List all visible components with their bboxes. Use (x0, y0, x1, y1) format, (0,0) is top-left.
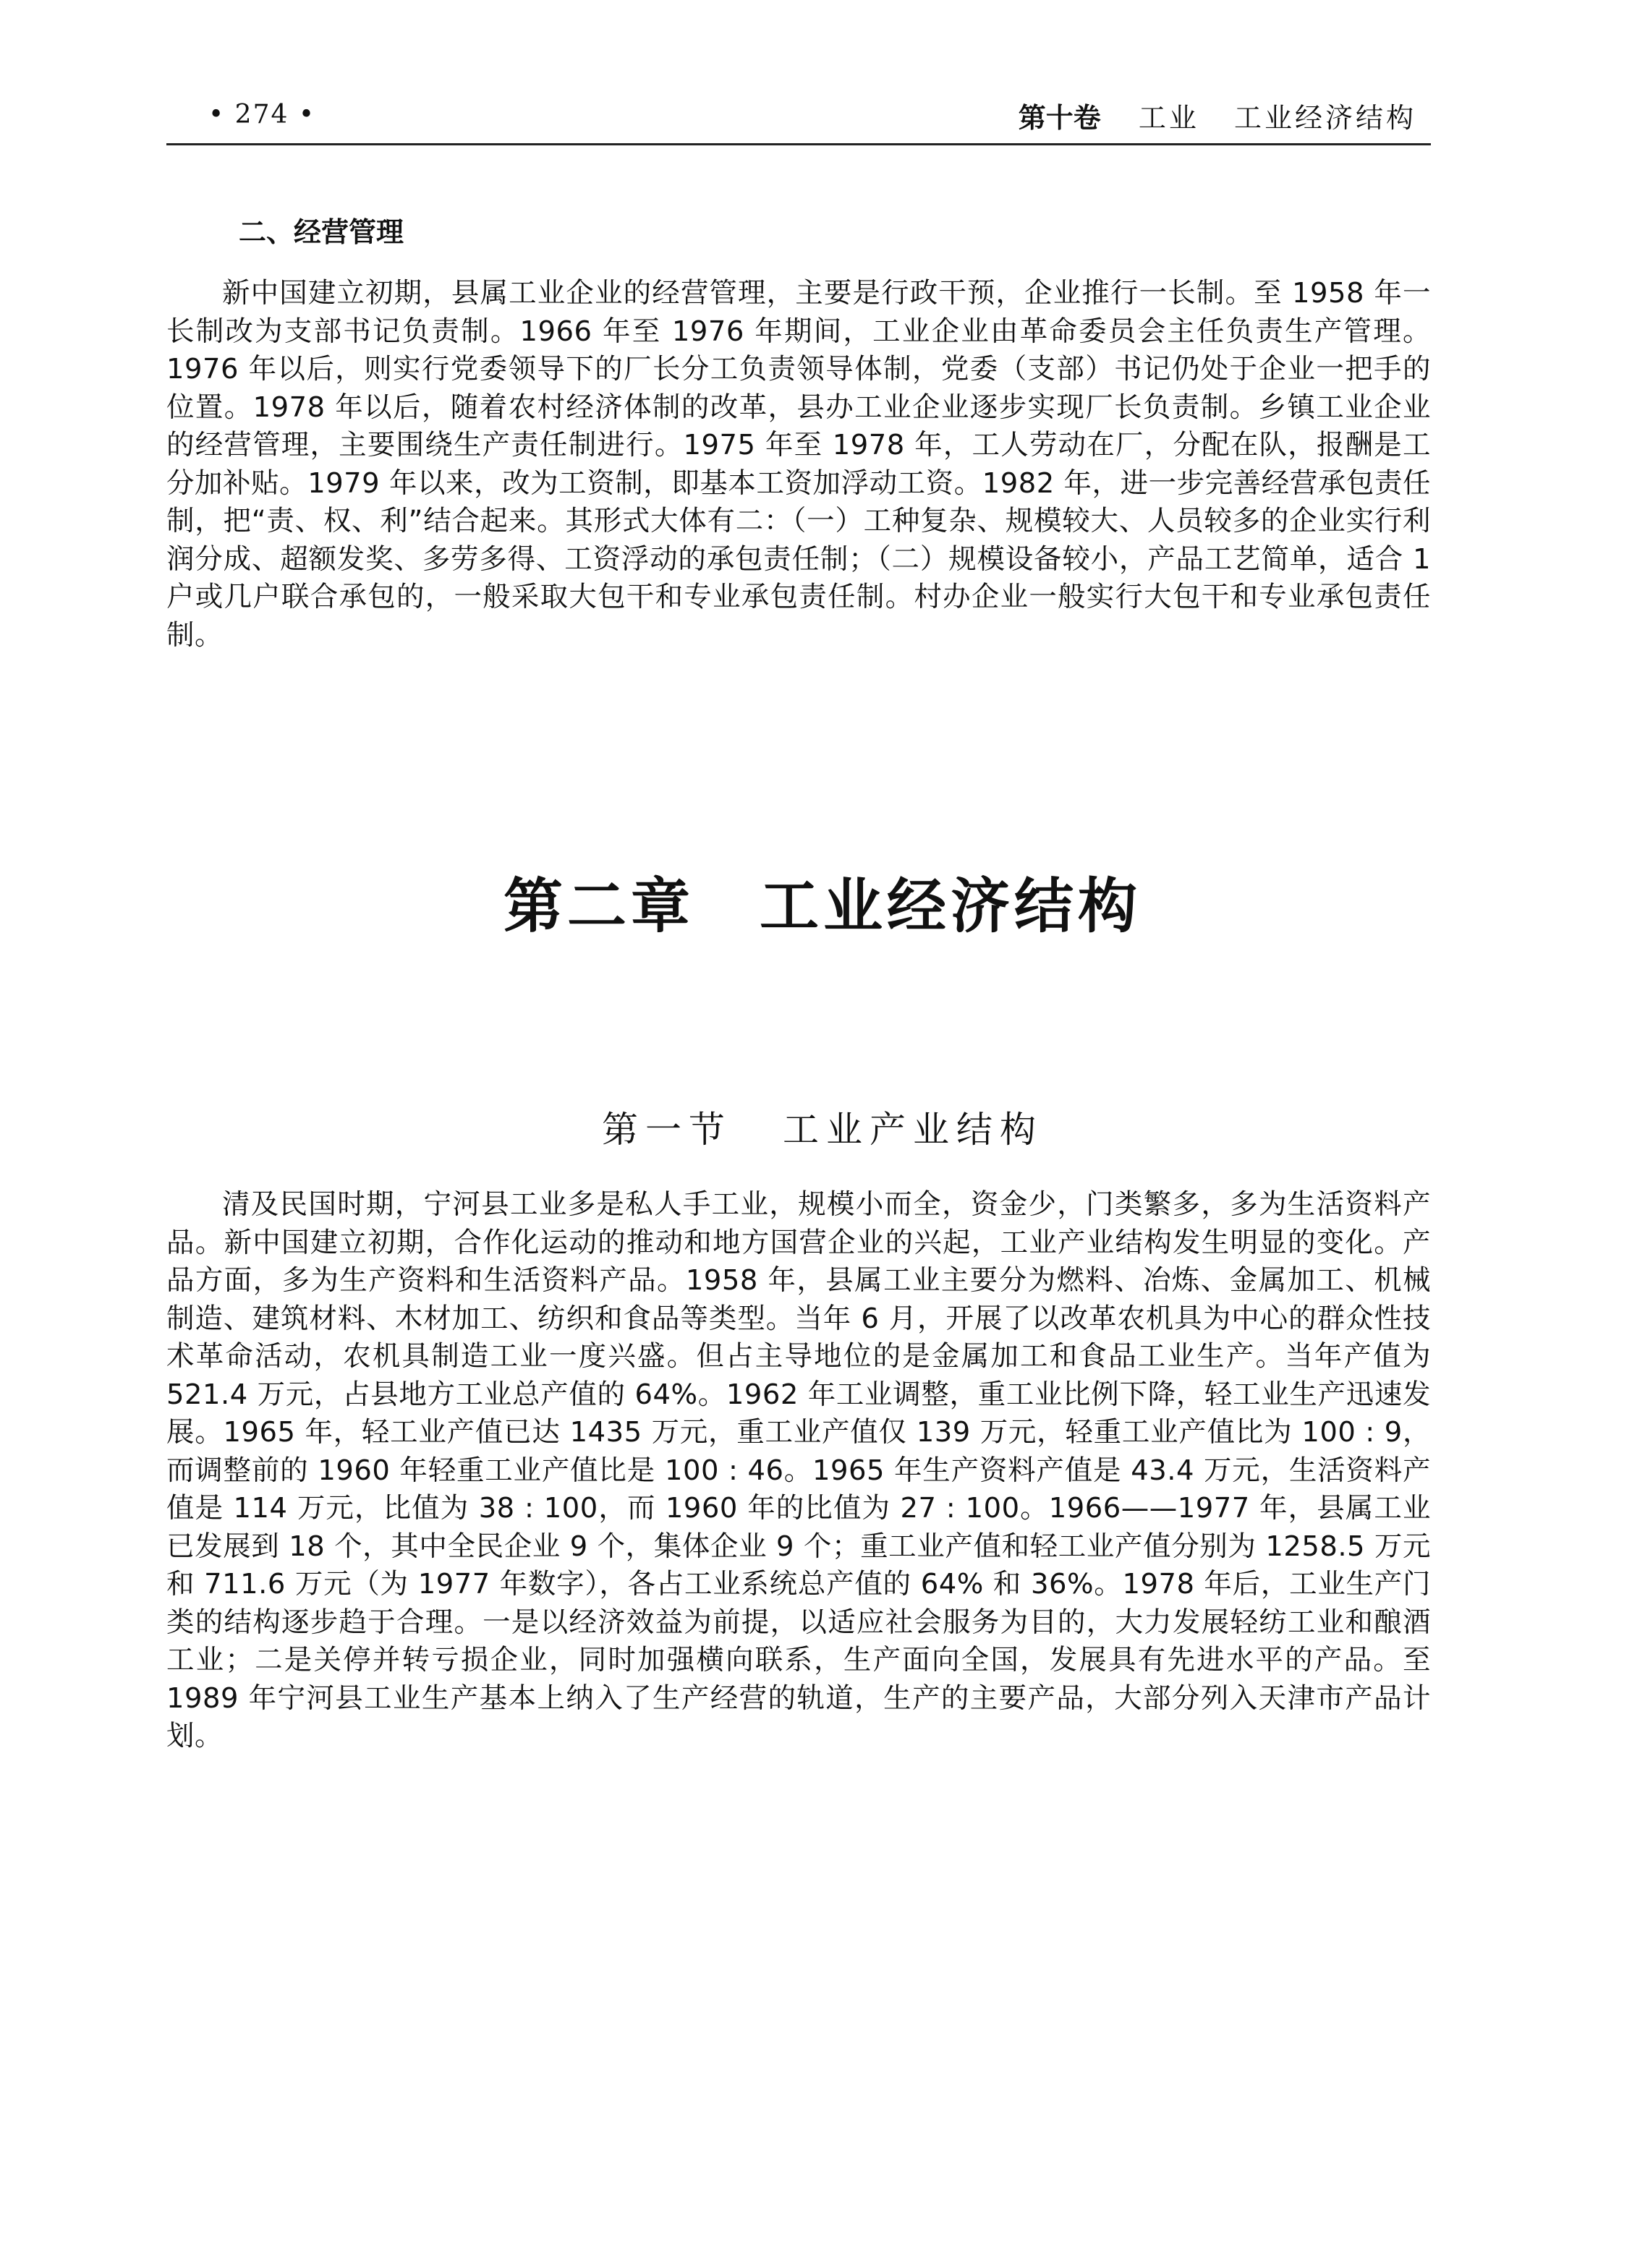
header-title (1019, 95, 1416, 135)
header-section: 工业 (1138, 102, 1199, 134)
subsection-heading: 二、经营管理 (239, 216, 404, 248)
section-name: 工业产业结构 (783, 1109, 1043, 1151)
chapter-title (0, 859, 1645, 944)
body-paragraph: 清及民国时期，宁河县工业多是私人手工业，规模小而全，资金少，门类繁多，多为生活资料产品。新中国建立初期，合作化运动的推动和地方国营企业的兴起，工业产业结构发生明显的变化。产品方面，多为生产资料和生活资料产品。1958 年，县属工业主要分为燃料、冶炼、金属加工、机械制造、建筑材料、木材加工、纺织和食品等类型。当年 6 月，开展了以改革农机具为中心的群众性技术革命活动，农机具制造工业一度兴盛。但占主导地位的是金属加工和食品工业生产。当年产值为 521.4 万元，占县地方工业总产值的 64%。1962 年工业调整，重工业比例下降，轻工业生产迅速发展。1965 年，轻工业产值已达 1435 万元，重工业产值仅 139 万元，轻重工业产值比为 100 : 9，而调整前的 1960 年轻重工业产值比是 100 : 46。1965 年生产资料产值是 43.4 万元，生活资料产值是 114 万元，比值为 38 : 100，而 1960 年的比值为 27 : 100。1966——1977 年，县属工业已发展到 18 个，其中全民企业 9 个，集体企业 9 个；重工业产值和轻工业产值分别为 1258.5 万元和 711.6 万元（为 1977 年数字），各占工业系统总产值的 64% 和 36%。1978 年后，工业生产门类的结构逐步趋于合理。一是以经济效益为前提，以适应社会服务为目的，大力发展轻纺工业和酿酒工业；二是关停并转亏损企业，同时加强横向联系，生产面向全国，发展具有先进水平的产品。至 1989 年宁河县工业生产基本上纳入了生产经营的轨道，生产的主要产品，大部分列入天津市产品计划。 (166, 1188, 1431, 1752)
chapter-number: 第二章 (503, 872, 694, 941)
header-volume: 第十卷 (1018, 102, 1101, 134)
chapter-name: 工业经济结构 (760, 872, 1142, 941)
running-header (166, 100, 1431, 145)
body-paragraph: 新中国建立初期，县属工业企业的经营管理，主要是行政干预，企业推行一长制。至 1958 年一长制改为支部书记负责制。1966 年至 1976 年期间，工业企业由革命委员会主任负责生产管理。1976 年以后，则实行党委领导下的厂长分工负责领导体制，党委（支部）书记仍处于企业一把手的位置。1978 年以后，随着农村经济体制的改革，县办工业企业逐步实现厂长负责制。乡镇工业企业的经营管理，主要围绕生产责任制进行。1975 年至 1978 年，工人劳动在厂，分配在队，报酬是工分加补贴。1979 年以来，改为工资制，即基本工资加浮动工资。1982 年，进一步完善经营承包责任制，把“责、权、利”结合起来。其形式大体有二：（一）工种复杂、规模较大、人员较多的企业实行利润分成、超额发奖、多劳多得、工资浮动的承包责任制；（二）规模设备较小，产品工艺简单，适合 1 户或几户联合承包的，一般采取大包干和专业承包责任制。村办企业一般实行大包干和专业承包责任制。 (166, 277, 1431, 652)
header-chapter: 工业经济结构 (1233, 102, 1416, 134)
section-title (0, 1101, 1645, 1153)
page-number: • 274 • (208, 100, 316, 129)
section-number: 第一节 (602, 1109, 732, 1151)
